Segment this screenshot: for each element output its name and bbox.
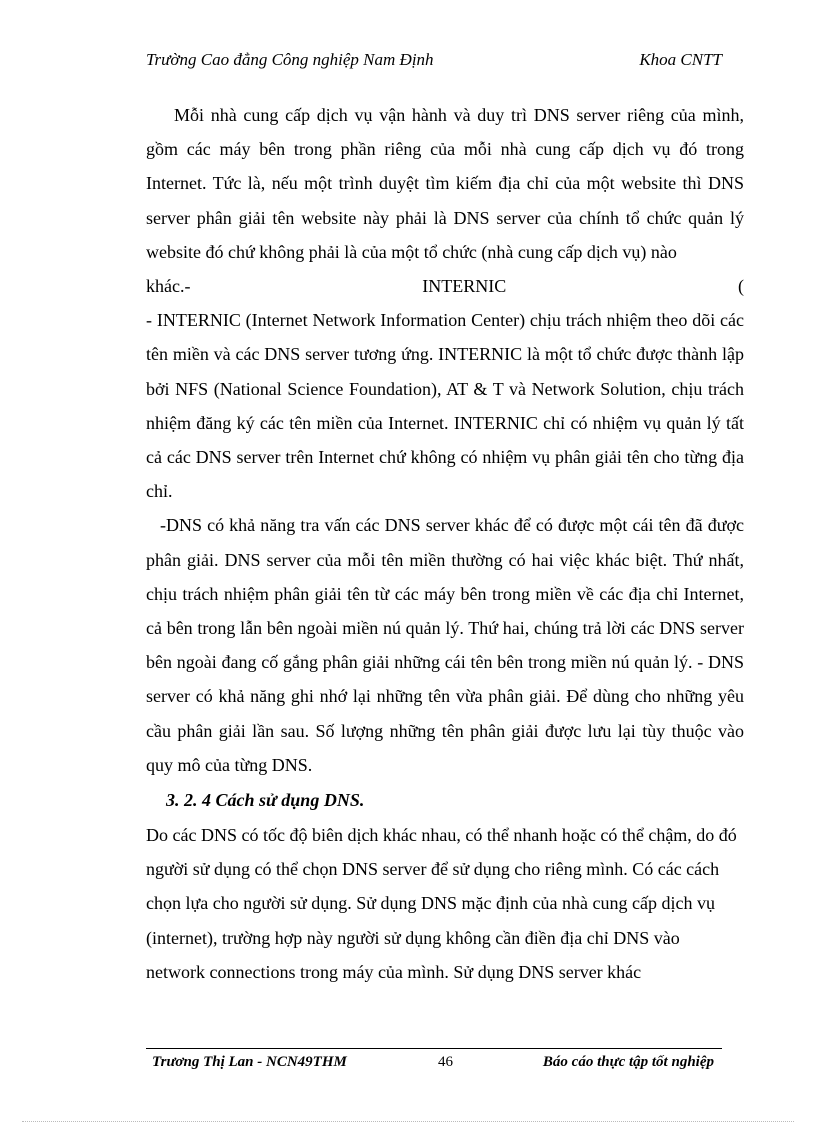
header-school: Trường Cao đẳng Công nghiệp Nam Định [146,50,434,69]
header-department: Khoa CNTT [639,50,722,69]
page-bottom-border [22,1121,794,1122]
paragraph-internic: - INTERNIC (Internet Network Information Center) chịu trách nhiệm theo dõi các tên miền và các DNS server tương ứng. INTERNIC là một tổ chức được thành lập bởi NFS (National Science Foundation), AT & T và Network Solution, chịu trách nhiệm đăng ký các tên miền của Internet. INTERNIC chỉ có nhiệm vụ quản lý tất cả các DNS server trên Internet chứ không có nhiệm vụ phân giải tên cho từng địa chỉ. [146,310,744,502]
paragraph-tail-line [146,269,744,303]
tail-mid: INTERNIC [422,276,507,297]
footer-author: Trương Thị Lan - NCN49THM [152,1054,347,1070]
page-number: 46 [438,1054,453,1070]
page-footer [152,1054,714,1076]
paragraph-dns-query: -DNS có khả năng tra vấn các DNS server khác để có được một cái tên đã được phân giải. DNS server của mỗi tên miền thường có hai việc khác biệt. Thứ nhất, chịu trách nhiệm phân giải tên từ các máy bên trong miền về các địa chỉ Internet, cả bên trong lẫn bên ngoài miền nú quản lý. Thứ hai, chúng trả lời các DNS server bên ngoài đang cố gắng phân giải những cái tên bên trong miền nú quản lý. - DNS server có khả năng ghi nhớ lại những tên vừa phân giải. Để dùng cho những yêu cầu phân giải lần sau. Số lượng những tên phân giải được lưu lại tùy thuộc vào quy mô của từng DNS. [146,515,744,775]
footer-report-title: Báo cáo thực tập tốt nghiệp [542,1054,714,1070]
paragraph-dns-providers: Mỗi nhà cung cấp dịch vụ vận hành và duy trì DNS server riêng của mình, gồm các máy bên trong phần riêng của mỗi nhà cung cấp dịch vụ đó trong Internet. Tức là, nếu một trình duyệt tìm kiếm địa chỉ của một website thì DNS server phân giải tên website này phải là DNS server của chính tổ chức quản lý website đó chứ không phải là của một tổ chức (nhà cung cấp dịch vụ) nào [146,105,744,262]
tail-right: ( [737,276,744,297]
document-body [146,98,744,989]
tail-left: khác.- [146,276,191,297]
page-header [146,50,722,74]
section-heading: 3. 2. 4 Cách sử dụng DNS. [166,790,365,811]
paragraph-dns-usage: Do các DNS có tốc độ biên dịch khác nhau, có thể nhanh hoặc có thể chậm, do đó người sử dụng có thể chọn DNS server để sử dụng cho riêng mình. Có các cách chọn lựa cho người sử dụng. Sử dụng DNS mặc định của nhà cung cấp dịch vụ (internet), trường hợp này người sử dụng không cần điền địa chỉ DNS vào network connections trong máy của mình. Sử dụng DNS server khác [146,825,737,982]
footer-divider [146,1048,722,1049]
